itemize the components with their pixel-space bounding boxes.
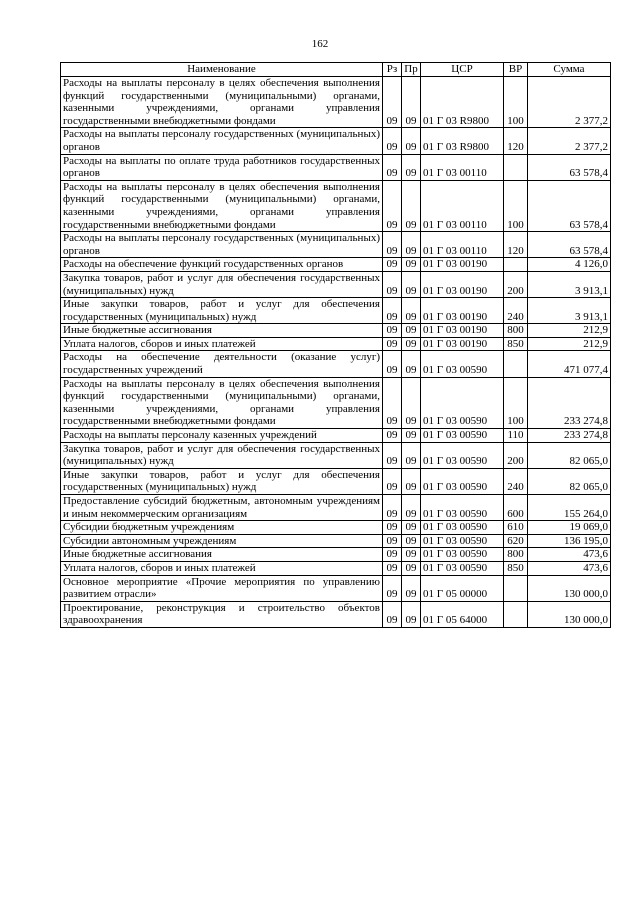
cell-csr: 01 Г 03 00590 [421,548,504,562]
cell-name: Закупка товаров, работ и услуг для обеспечения государственных (муниципальных) нужд [61,442,383,468]
cell-csr: 01 Г 03 00590 [421,377,504,428]
cell-rz: 09 [383,429,402,443]
cell-csr: 01 Г 03 00190 [421,298,504,324]
cell-csr: 01 Г 03 00590 [421,442,504,468]
cell-sum: 82 065,0 [528,442,611,468]
cell-vr: 120 [504,232,528,258]
cell-csr: 01 Г 05 64000 [421,601,504,627]
table-row [61,495,611,521]
cell-name: Субсидии автономным учреждениям [61,534,383,548]
cell-sum: 3 913,1 [528,271,611,297]
cell-rz: 09 [383,154,402,180]
table-row [61,154,611,180]
table-row [61,258,611,272]
cell-rz: 09 [383,468,402,494]
cell-name: Иные закупки товаров, работ и услуг для обеспечения государственных (муниципальных) нужд [61,298,383,324]
cell-vr: 240 [504,298,528,324]
cell-name: Уплата налогов, сборов и иных платежей [61,337,383,351]
cell-vr: 850 [504,337,528,351]
header-rz: Рз [383,63,402,77]
cell-sum: 2 377,2 [528,128,611,154]
cell-rz: 09 [383,442,402,468]
cell-csr: 01 Г 03 R9800 [421,128,504,154]
cell-name: Предоставление субсидий бюджетным, автономным учреждениям и иным некоммерческим организациям [61,495,383,521]
cell-vr [504,575,528,601]
table-row [61,548,611,562]
cell-pr: 09 [402,548,421,562]
cell-csr: 01 Г 03 00590 [421,351,504,377]
cell-pr: 09 [402,495,421,521]
cell-name: Расходы на выплаты персоналу государственных (муниципальных) органов [61,128,383,154]
cell-csr: 01 Г 03 00190 [421,337,504,351]
cell-sum: 2 377,2 [528,77,611,128]
table-row [61,561,611,575]
cell-pr: 09 [402,575,421,601]
cell-vr: 100 [504,180,528,231]
cell-vr: 800 [504,324,528,338]
table-header-row [61,63,611,77]
header-name: Наименование [61,63,383,77]
cell-pr: 09 [402,468,421,494]
cell-sum: 130 000,0 [528,575,611,601]
cell-csr: 01 Г 03 00190 [421,258,504,272]
cell-vr [504,154,528,180]
cell-name: Иные бюджетные ассигнования [61,548,383,562]
cell-vr: 120 [504,128,528,154]
cell-pr: 09 [402,258,421,272]
table-row [61,271,611,297]
cell-vr [504,351,528,377]
cell-sum: 212,9 [528,337,611,351]
cell-sum: 63 578,4 [528,180,611,231]
cell-sum: 233 274,8 [528,377,611,428]
cell-name: Закупка товаров, работ и услуг для обеспечения государственных (муниципальных) нужд [61,271,383,297]
cell-rz: 09 [383,377,402,428]
cell-rz: 09 [383,561,402,575]
page-number: 162 [311,38,329,50]
cell-csr: 01 Г 03 00590 [421,521,504,535]
cell-rz: 09 [383,128,402,154]
cell-csr: 01 Г 03 00110 [421,180,504,231]
cell-rz: 09 [383,258,402,272]
cell-sum: 63 578,4 [528,232,611,258]
cell-vr: 110 [504,429,528,443]
cell-pr: 09 [402,271,421,297]
cell-csr: 01 Г 03 00590 [421,534,504,548]
cell-pr: 09 [402,337,421,351]
cell-pr: 09 [402,521,421,535]
table-row [61,575,611,601]
cell-name: Иные бюджетные ассигнования [61,324,383,338]
header-csr: ЦСР [421,63,504,77]
cell-vr: 620 [504,534,528,548]
cell-sum: 3 913,1 [528,298,611,324]
budget-table [60,62,611,628]
cell-pr: 09 [402,128,421,154]
cell-sum: 473,6 [528,561,611,575]
cell-vr: 100 [504,77,528,128]
cell-vr: 600 [504,495,528,521]
cell-sum: 471 077,4 [528,351,611,377]
table-row [61,337,611,351]
cell-pr: 09 [402,429,421,443]
cell-rz: 09 [383,548,402,562]
header-pr: Пр [402,63,421,77]
cell-pr: 09 [402,351,421,377]
cell-name: Расходы на выплаты персоналу казенных учреждений [61,429,383,443]
cell-name: Расходы на выплаты персоналу в целях обеспечения выполнения функций государственными (муниципальными) органами, казенными учреждениями, органами управления государственными внебюджетными фондами [61,377,383,428]
cell-rz: 09 [383,521,402,535]
table-row [61,232,611,258]
cell-name: Расходы на выплаты персоналу в целях обеспечения выполнения функций государственными (муниципальными) органами, казенными учреждениями, органами управления государственными внебюджетными фондами [61,180,383,231]
cell-vr: 200 [504,442,528,468]
table-row [61,534,611,548]
header-vr: ВР [504,63,528,77]
cell-pr: 09 [402,561,421,575]
cell-name: Основное мероприятие «Прочие мероприятия по управлению развитием отрасли» [61,575,383,601]
header-sum: Сумма [528,63,611,77]
cell-csr: 01 Г 03 00590 [421,429,504,443]
table-row [61,351,611,377]
cell-rz: 09 [383,232,402,258]
cell-rz: 09 [383,337,402,351]
table-row [61,180,611,231]
cell-name: Иные закупки товаров, работ и услуг для обеспечения государственных (муниципальных) нужд [61,468,383,494]
cell-csr: 01 Г 03 00190 [421,324,504,338]
table-row [61,442,611,468]
cell-csr: 01 Г 05 00000 [421,575,504,601]
cell-sum: 130 000,0 [528,601,611,627]
cell-csr: 01 Г 03 00110 [421,154,504,180]
cell-rz: 09 [383,271,402,297]
cell-rz: 09 [383,575,402,601]
cell-rz: 09 [383,298,402,324]
cell-vr: 850 [504,561,528,575]
table-row [61,324,611,338]
table-row [61,128,611,154]
cell-pr: 09 [402,534,421,548]
cell-rz: 09 [383,77,402,128]
cell-name: Субсидии бюджетным учреждениям [61,521,383,535]
cell-rz: 09 [383,324,402,338]
cell-rz: 09 [383,351,402,377]
cell-name: Расходы на обеспечение деятельности (оказание услуг) государственных учреждений [61,351,383,377]
cell-sum: 82 065,0 [528,468,611,494]
cell-sum: 233 274,8 [528,429,611,443]
table-row [61,429,611,443]
cell-csr: 01 Г 03 00110 [421,232,504,258]
cell-pr: 09 [402,377,421,428]
cell-sum: 63 578,4 [528,154,611,180]
cell-pr: 09 [402,442,421,468]
cell-csr: 01 Г 03 R9800 [421,77,504,128]
table-row [61,601,611,627]
table-row [61,521,611,535]
cell-pr: 09 [402,232,421,258]
cell-name: Расходы на обеспечение функций государственных органов [61,258,383,272]
cell-rz: 09 [383,534,402,548]
cell-sum: 19 069,0 [528,521,611,535]
table-row [61,298,611,324]
cell-vr [504,601,528,627]
cell-vr: 240 [504,468,528,494]
table-body [61,77,611,628]
cell-csr: 01 Г 03 00190 [421,271,504,297]
cell-vr: 800 [504,548,528,562]
cell-name: Расходы на выплаты по оплате труда работников государственных органов [61,154,383,180]
cell-vr [504,258,528,272]
cell-sum: 155 264,0 [528,495,611,521]
table-row [61,77,611,128]
cell-name: Уплата налогов, сборов и иных платежей [61,561,383,575]
cell-pr: 09 [402,601,421,627]
cell-sum: 473,6 [528,548,611,562]
cell-sum: 136 195,0 [528,534,611,548]
cell-rz: 09 [383,180,402,231]
cell-name: Расходы на выплаты персоналу государственных (муниципальных) органов [61,232,383,258]
cell-rz: 09 [383,495,402,521]
cell-pr: 09 [402,77,421,128]
cell-sum: 4 126,0 [528,258,611,272]
cell-pr: 09 [402,324,421,338]
table-row [61,377,611,428]
cell-csr: 01 Г 03 00590 [421,468,504,494]
cell-csr: 01 Г 03 00590 [421,495,504,521]
cell-name: Расходы на выплаты персоналу в целях обеспечения выполнения функций государственными (муниципальными) органами, казенными учреждениями, органами управления государственными внебюджетными фондами [61,77,383,128]
table-row [61,468,611,494]
cell-pr: 09 [402,180,421,231]
cell-vr: 200 [504,271,528,297]
cell-vr: 610 [504,521,528,535]
cell-rz: 09 [383,601,402,627]
cell-pr: 09 [402,298,421,324]
cell-vr: 100 [504,377,528,428]
cell-name: Проектирование, реконструкция и строительство объектов здравоохранения [61,601,383,627]
cell-pr: 09 [402,154,421,180]
cell-csr: 01 Г 03 00590 [421,561,504,575]
cell-sum: 212,9 [528,324,611,338]
